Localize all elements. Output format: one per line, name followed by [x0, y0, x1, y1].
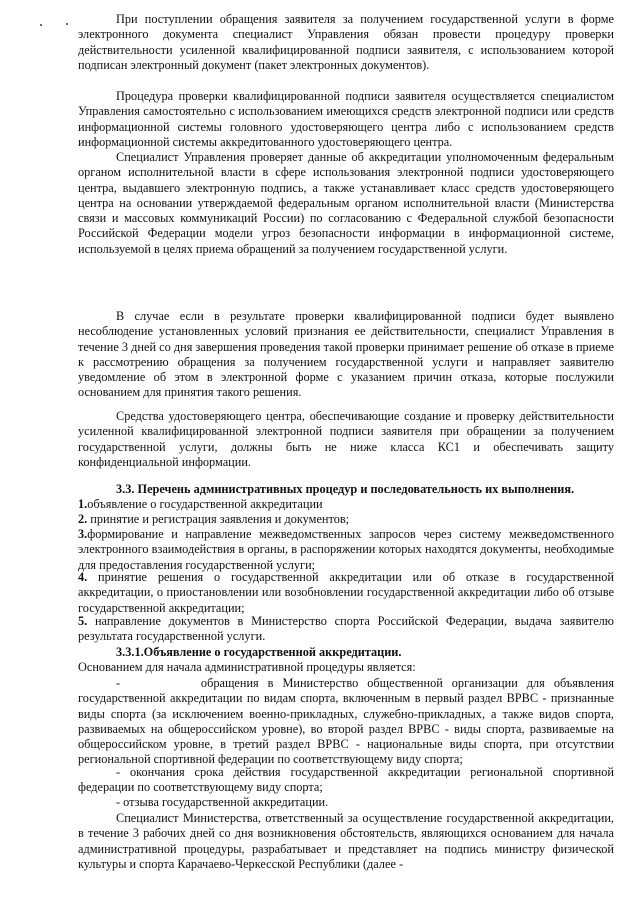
procedure-text: формирование и направление межведомственных запросов через систему межведомственного электронного взаимодействия в органы, в распоряжении которых находятся документы, необходимые для предоставления государственной услуги; — [78, 527, 614, 572]
basis-intro: Основанием для начала административной процедуры является: — [78, 660, 416, 674]
procedure-number: 2. — [78, 512, 88, 526]
paragraph-signature-means: Средства удостоверяющего центра, обеспечивающие создание и проверку действительности усиленной квалифицированной электронной подписи заявителя при обращении за получением государственной услуги, должны быть не ниже класса КС1 и обеспечивать защиту конфиденциальной информации. — [78, 409, 614, 469]
paragraph-invalid-signature: В случае если в результате проверки квалифицированной подписи будет выявлено несоблюдение установленных условий признания ее действительности, специалист Управления в течение 3 дней со дня завершения проведения такой проверки принимает решение об отказе в приеме к рассмотрению обращения за получением государственной услуги и направляет заявителю уведомление об этом в электронной форме с указанием причин отказа, которые послужили основанием для принятия такого решения. — [78, 309, 614, 400]
procedure-text: направление документов в Министерство спорта Российской Федерации, выдача заявителю результата государственной услуги. — [78, 614, 614, 644]
procedure-item — [78, 527, 614, 573]
procedure-item — [78, 512, 614, 527]
basis-item: - окончания срока действия государственной аккредитации региональной спортивной федерации по соответствующему виду спорта; — [78, 765, 614, 795]
procedure-number: 4. — [78, 570, 88, 584]
procedure-number: 3. — [78, 527, 88, 541]
procedure-number: 1. — [78, 497, 88, 511]
procedure-text: принятие решения о государственной аккредитации или об отказе в государственной аккредитации, о приостановлении или возобновлении государственной аккредитации либо об отзыве государственной аккредитации; — [78, 570, 614, 615]
procedure-text: объявление о государственной аккредитации — [87, 497, 323, 511]
paragraph-accreditation-check: Специалист Управления проверяет данные об аккредитации уполномоченным федеральным органом исполнительной власти в сфере использования электронной подписи удостоверяющего центра, выдавшего электронную подпись, а также устанавливает класс средств удостоверяющего центра на основании утверждаемой федеральным органом исполнительной власти (Министерства связи и массовых коммуникаций России) по согласованию с Федеральной службой безопасности Российской Федерации модели угроз безопасности информации в информационной системе, используемой в целях приема обращений за получением государственной услуги. — [78, 150, 614, 256]
procedure-item — [78, 570, 614, 616]
subsection-heading: 3.3.1.Объявление о государственной аккредитации. — [116, 645, 402, 659]
procedure-item — [78, 497, 614, 512]
section-heading: 3.3. Перечень административных процедур и последовательность их выполнения. — [116, 482, 575, 496]
scan-speck — [66, 23, 68, 25]
scan-speck — [40, 24, 42, 26]
procedure-text: принятие и регистрация заявления и документов; — [87, 512, 350, 526]
procedure-number: 5. — [78, 614, 88, 628]
paragraph-signature-check-procedure: Процедура проверки квалифицированной подписи заявителя осуществляется специалистом Управления самостоятельно с использованием имеющихся средств электронной подписи или средств информационной системы головного удостоверяющего центра либо с использованием средств информационной системы аккредитованного удостоверяющего центра. — [78, 89, 614, 149]
paragraph-electronic-request: При поступлении обращения заявителя за получением государственной услуги в форме электронного документа специалист Управления обязан провести процедуру проверки действительности усиленной квалифицированной подписи заявителя, с использованием которой подписан электронный документ (пакет электронных документов). — [78, 12, 614, 72]
basis-item: - отзыва государственной аккредитации. — [116, 795, 329, 809]
basis-item: - обращения в Министерство общественной организации для объявления государственной аккредитации по видам спорта, включенным в первый раздел ВРВС - признанные виды спорта (за исключением военно-прикладных, служебно-прикладных, а также видов спорта, развиваемых на общероссийском уровне), во второй раздел ВРВС - виды спорта, развиваемые на общероссийском уровне, в третий раздел ВРВС - национальные виды спорта, при отсутствии региональной спортивной федерации по соответствующему виду спорта; — [78, 676, 614, 767]
procedure-item — [78, 614, 614, 645]
final-paragraph: Специалист Министерства, ответственный за осуществление государственной аккредитации, в течение 3 рабочих дней со дня возникновения обстоятельств, являющихся основанием для начала административной процедуры, разрабатывает и представляет на подпись министру физической культуры и спорта Карачаево-Черкесской Республики (далее - — [78, 811, 614, 871]
